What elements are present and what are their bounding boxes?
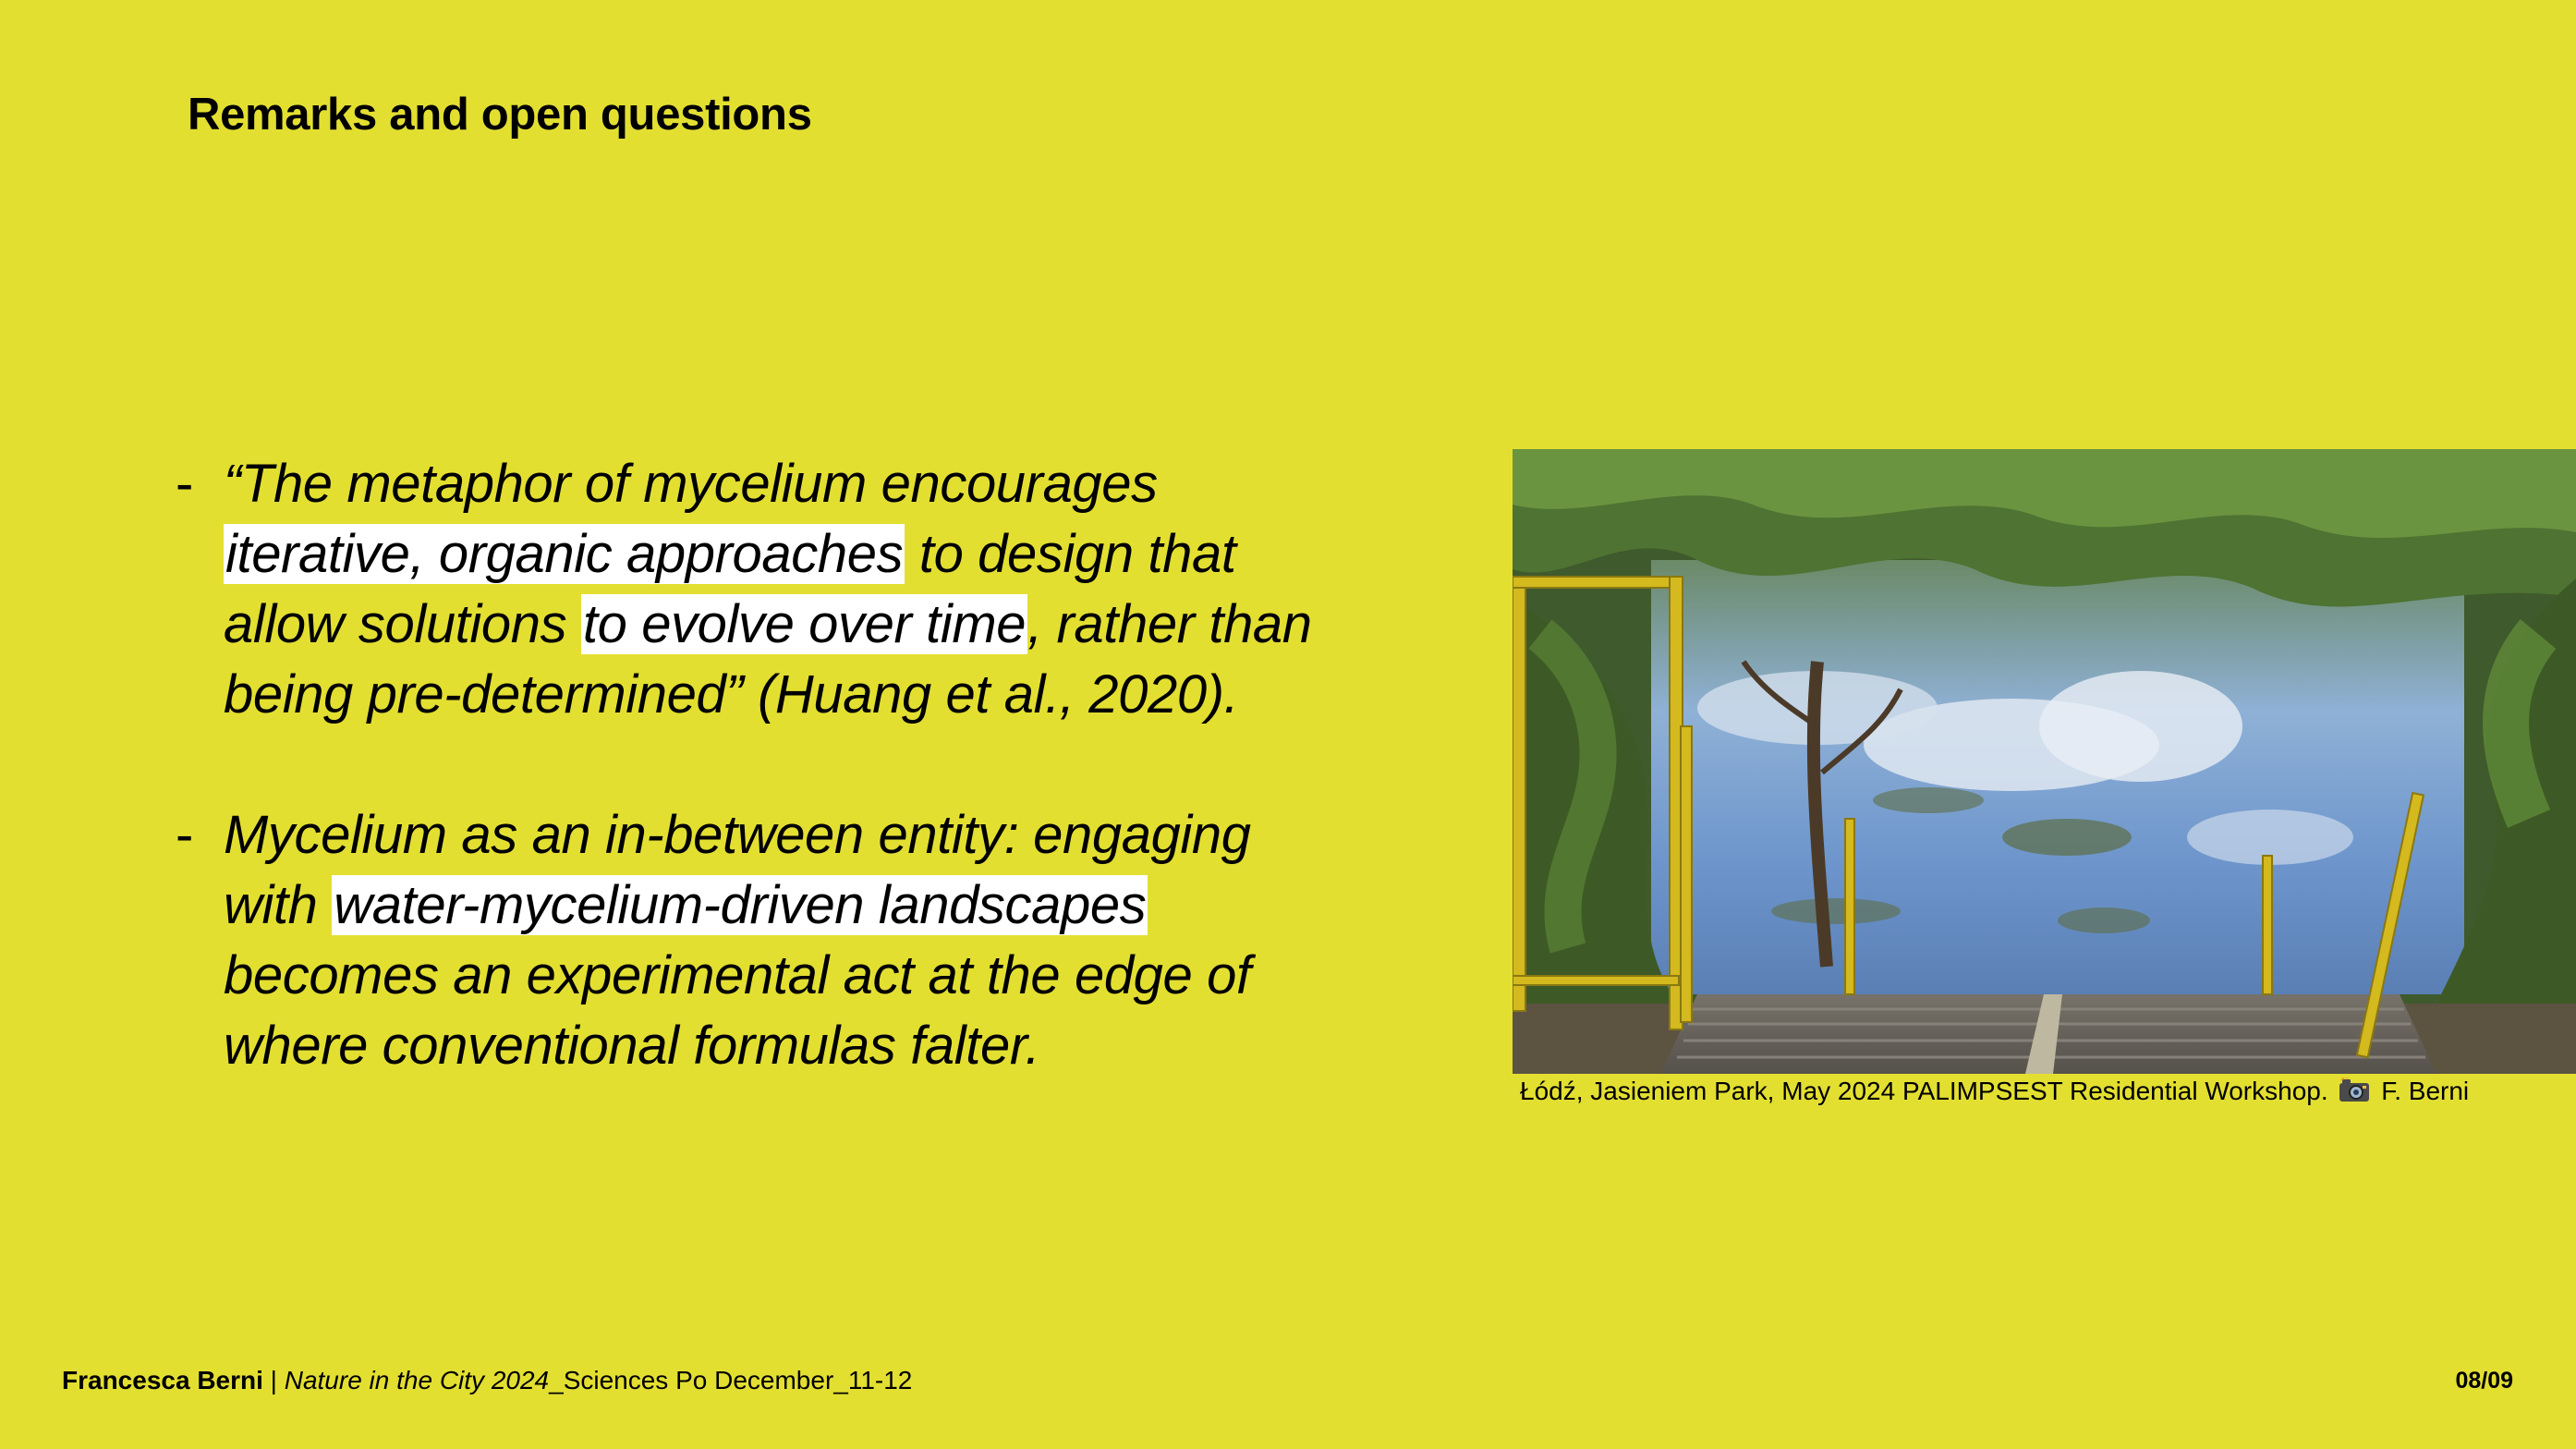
bullet-text: “The metaphor of mycelium encourages xyxy=(224,454,1158,514)
slide-title: Remarks and open questions xyxy=(188,90,812,140)
bullet-line xyxy=(224,1011,1478,1081)
footer-author: Francesca Berni xyxy=(62,1366,263,1394)
bullet-text: where conventional formulas falter. xyxy=(224,1016,1040,1076)
bullet-line xyxy=(224,660,1478,730)
photo-caption xyxy=(1520,1077,2469,1110)
bullet-text: becomes an experimental act at the edge of xyxy=(224,945,1251,1005)
bullet-line xyxy=(224,941,1478,1011)
bullet-text: Mycelium as an in-between entity: engaging xyxy=(224,805,1251,865)
footer-separator: | xyxy=(262,1366,285,1394)
bullet-line xyxy=(224,871,1478,941)
footer xyxy=(62,1366,912,1395)
highlighted-text: to evolve over time xyxy=(582,594,1027,654)
bullet-item-in-between-entity xyxy=(176,800,1478,1081)
bullet-text: being pre-determined” (Huang et al., 2020). xyxy=(224,664,1239,724)
bullet-dash: - xyxy=(176,805,193,865)
bullet-dash: - xyxy=(176,454,193,514)
highlighted-text: iterative, organic approaches xyxy=(225,524,904,584)
park-lake-photo xyxy=(1513,449,2576,1074)
highlighted-text: water-mycelium-driven landscapes xyxy=(334,875,1147,935)
bullet-text: with xyxy=(224,875,333,935)
bullet-list xyxy=(176,449,1478,1151)
bullet-text: allow solutions xyxy=(224,594,581,654)
page-number: 08/09 xyxy=(2455,1368,2513,1394)
bullet-line xyxy=(224,800,1478,871)
bullet-item-mycelium-metaphor xyxy=(176,449,1478,730)
caption-text: Łódź, Jasieniem Park, May 2024 PALIMPSEST Residential Workshop. xyxy=(1520,1077,2328,1105)
bullet-text: to design that xyxy=(905,524,1236,584)
footer-details: _Sciences Po December_11-12 xyxy=(549,1366,913,1394)
bullet-line xyxy=(224,590,1478,660)
caption-credit: F. Berni xyxy=(2381,1077,2470,1105)
bullet-line xyxy=(224,519,1478,590)
camera-icon xyxy=(2339,1078,2370,1110)
bullet-text: , rather than xyxy=(1027,594,1312,654)
bullet-line xyxy=(224,449,1478,519)
footer-event: Nature in the City 2024 xyxy=(284,1366,550,1394)
